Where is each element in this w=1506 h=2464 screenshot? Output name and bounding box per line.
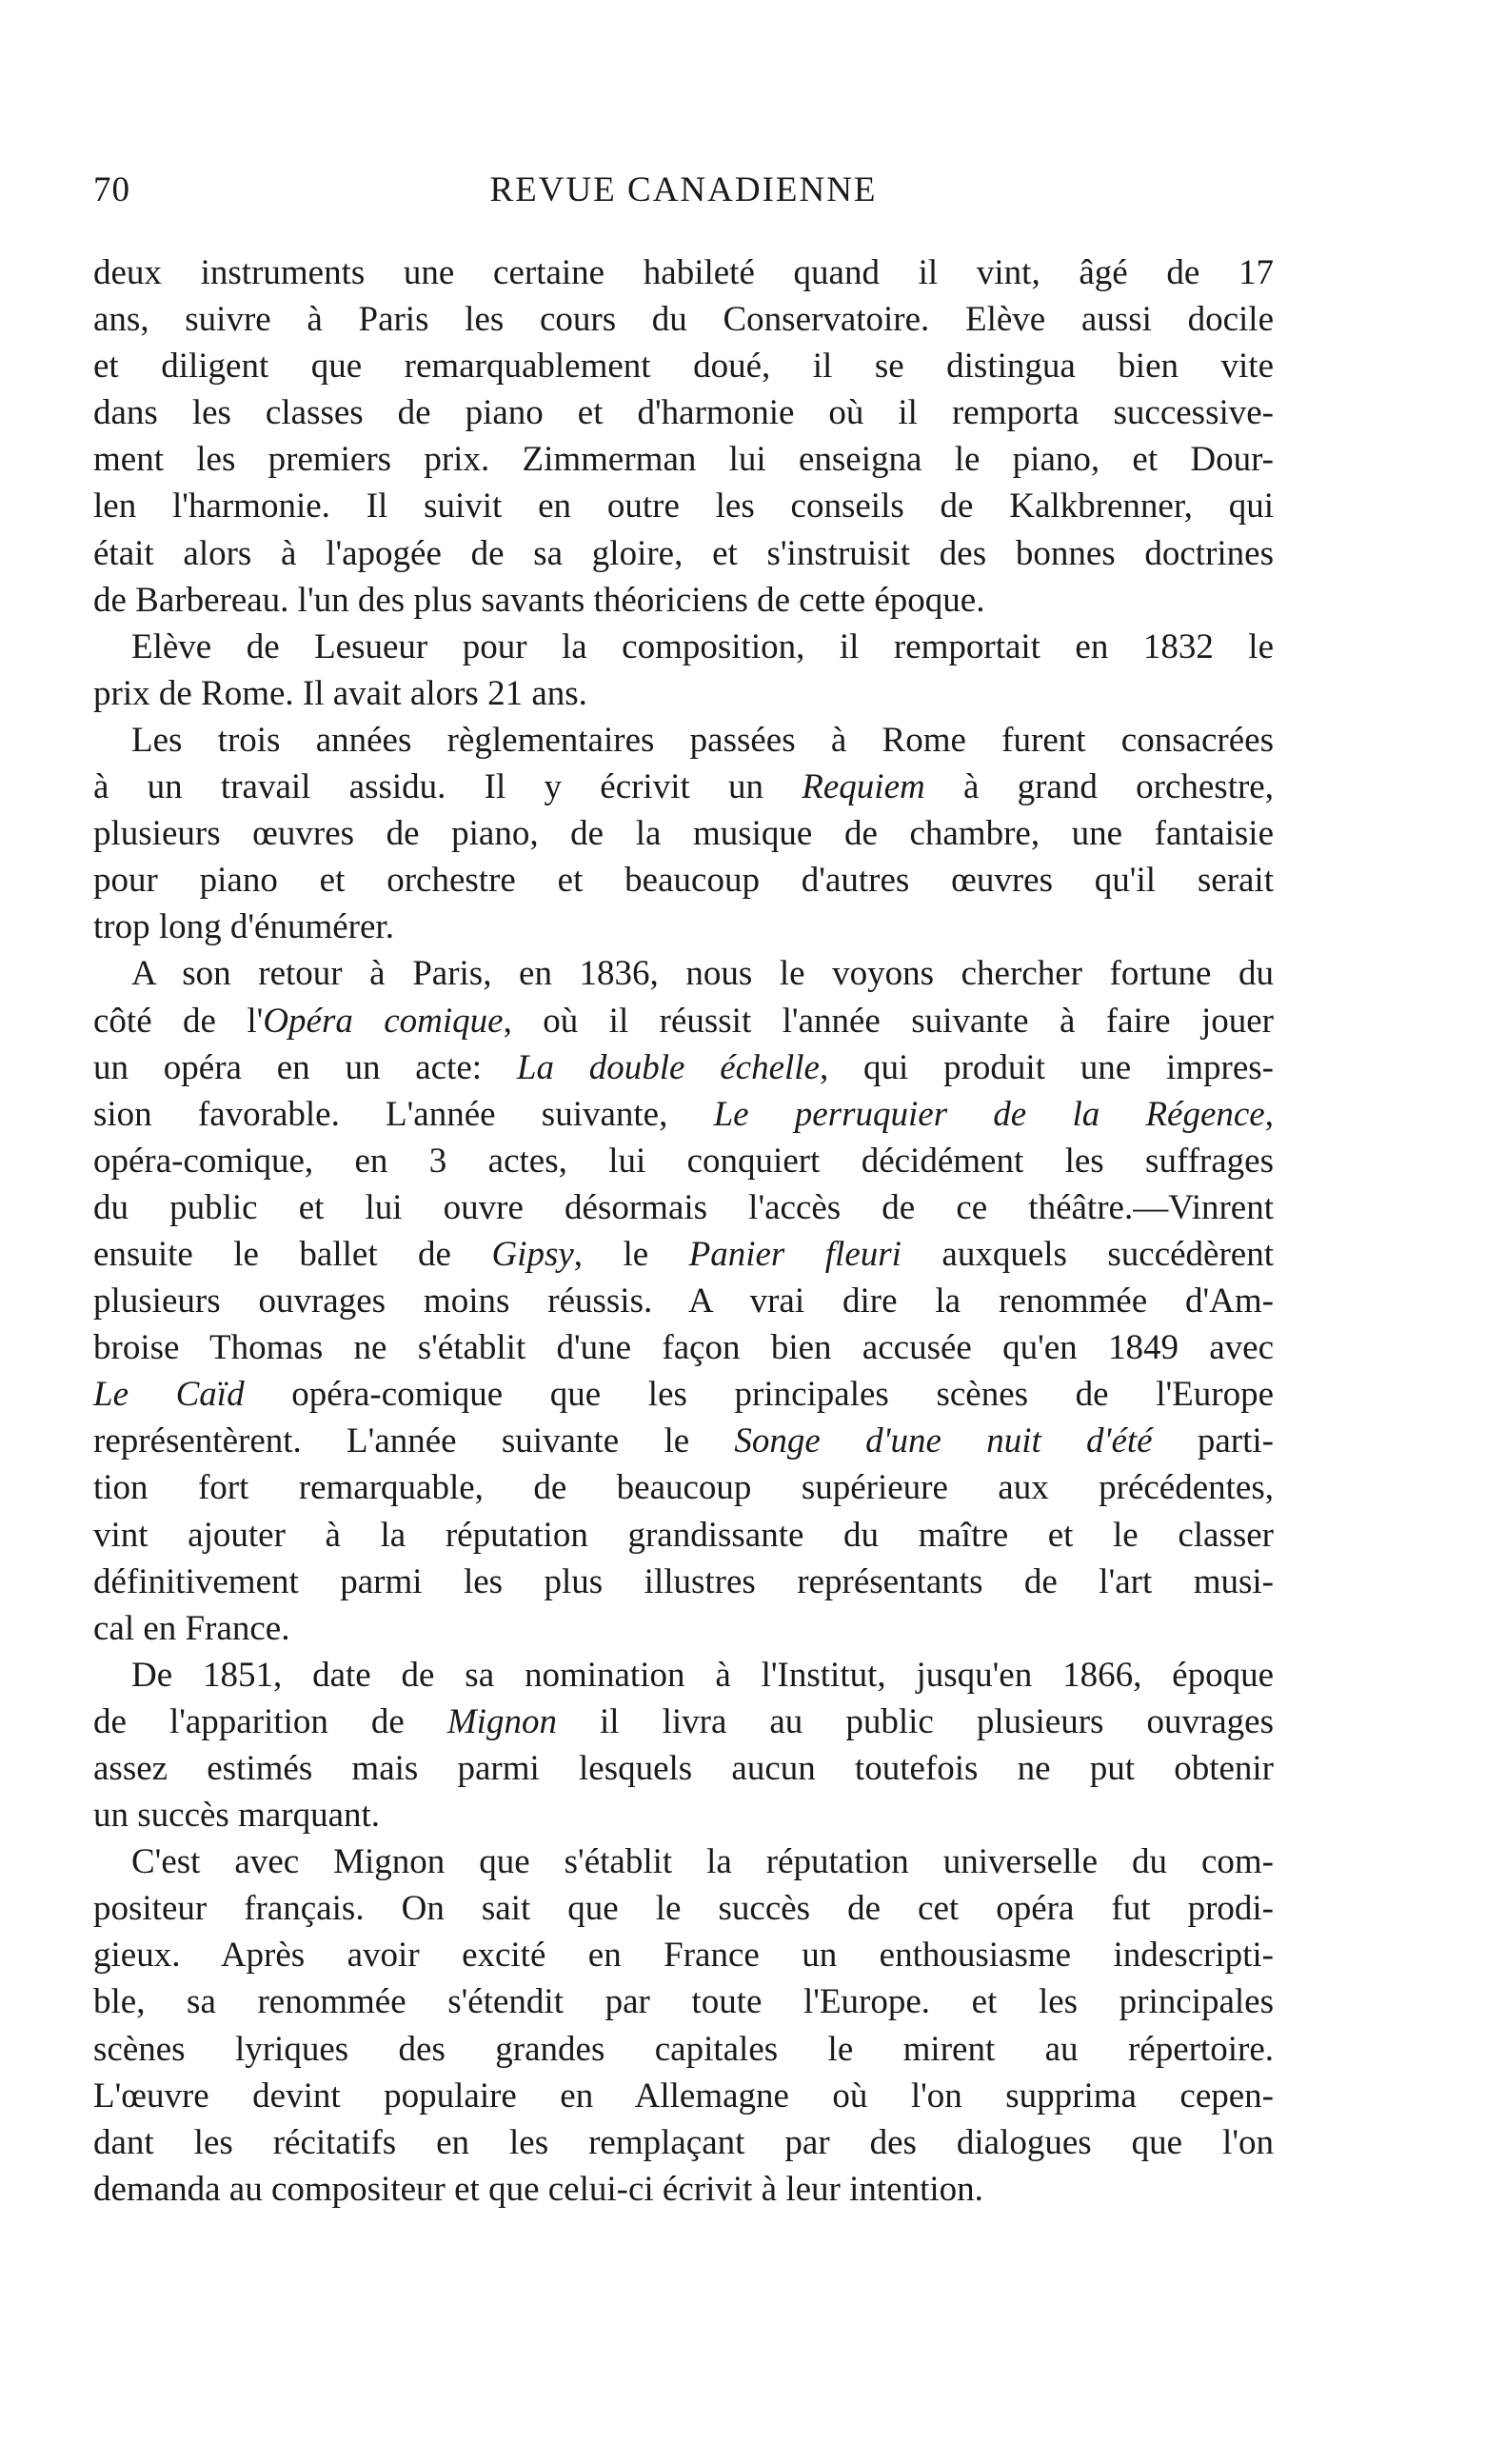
text-run: , <box>1264 1094 1274 1134</box>
text-run: à un travail assidu. Il y écrivit un <box>93 767 803 807</box>
text-run: représentèrent. L'année suivante le <box>93 1421 735 1461</box>
text-line: Elève de Lesueur pour la composition, il remportait en 1832 le <box>131 626 1274 666</box>
text-line: plusieurs ouvrages moins réussis. A vrai dire la renommée d'Am- <box>93 1282 1274 1321</box>
text-line <box>93 1231 1274 1278</box>
italic-title: Le perruquier de la Régence <box>713 1094 1265 1134</box>
text-run: parti- <box>1152 1421 1275 1461</box>
text-run: , qui produit une impres- <box>819 1047 1274 1087</box>
italic-title: Panier fleuri <box>688 1234 902 1274</box>
text-run: côté de l' <box>93 1001 264 1041</box>
text-line: dant les récitatifs en les remplaçant par des dialogues que l'on <box>93 2122 1274 2162</box>
text-run: , où il réussit l'année suivante à faire jouer <box>503 1001 1274 1041</box>
paragraph <box>93 249 1274 624</box>
text-line: deux instruments une certaine habileté quand il vint, âgé de 17 <box>93 253 1274 292</box>
text-line: broise Thomas ne s'établit d'une façon bien accusée qu'en 1849 avec <box>93 1328 1274 1368</box>
text-line: un succès marquant. <box>93 1796 381 1836</box>
text-line <box>93 1091 1274 1138</box>
text-run: ensuite le ballet de <box>93 1234 492 1274</box>
text-line: A son retour à Paris, en 1836, nous le voyons chercher fortune du <box>131 954 1274 994</box>
text-line: len l'harmonie. Il suivit en outre les conseils de Kalkbrenner, qui <box>93 487 1274 527</box>
text-line: pour piano et orchestre et beaucoup d'autres œuvres qu'il serait <box>93 861 1274 901</box>
paragraph <box>93 1652 1274 1838</box>
text-line: opéra-comique, en 3 actes, lui conquiert décidément les suffrages <box>93 1141 1274 1181</box>
text-run: de l'apparition de <box>93 1701 447 1741</box>
text-line: gieux. Après avoir excité en France un enthousiasme indescripti- <box>93 1936 1274 1976</box>
text-line <box>93 1044 1274 1091</box>
text-run: à grand orchestre, <box>924 767 1274 807</box>
text-run: il livra au public plusieurs ouvrages <box>556 1701 1275 1741</box>
italic-title: Le Caïd <box>93 1375 245 1415</box>
text-line: cal en France. <box>93 1608 290 1648</box>
text-run: auxquels succédèrent <box>901 1234 1274 1274</box>
paragraph <box>93 950 1274 1651</box>
paragraph <box>93 624 1274 717</box>
text-line: De 1851, date de sa nomination à l'Institut, jusqu'en 1866, époque <box>131 1655 1274 1695</box>
paragraph <box>93 717 1274 950</box>
text-line: vint ajouter à la réputation grandissante du maître et le classer <box>93 1515 1274 1555</box>
italic-title: La double échelle <box>516 1047 820 1087</box>
text-line: dans les classes de piano et d'harmonie où il remporta successive- <box>93 393 1274 433</box>
text-line <box>93 764 1274 810</box>
text-line: L'œuvre devint populaire en Allemagne où l'on supprima cepen- <box>93 2076 1274 2116</box>
text-line <box>93 1418 1274 1464</box>
body-text <box>93 249 1274 2213</box>
text-run: un opéra en un acte: <box>93 1047 517 1087</box>
text-line: assez estimés mais parmi lesquels aucun toutefois ne put obtenir <box>93 1749 1274 1788</box>
text-line: tion fort remarquable, de beaucoup supérieure aux précédentes, <box>93 1468 1274 1508</box>
text-line: scènes lyriques des grandes capitales le mirent au répertoire. <box>93 2029 1274 2069</box>
text-line: plusieurs œuvres de piano, de la musique de chambre, une fantaisie <box>93 814 1274 854</box>
text-line: positeur français. On sait que le succès de cet opéra fut prodi- <box>93 1889 1274 1929</box>
text-line: et diligent que remarquablement doué, il se distingua bien vite <box>93 347 1274 387</box>
text-line <box>93 1699 1274 1745</box>
text-line: demanda au compositeur et que celui-ci écrivit à leur intention. <box>93 2169 983 2209</box>
paragraph <box>93 1838 1274 2213</box>
text-line: définitivement parmi les plus illustres représentants de l'art musi- <box>93 1561 1274 1601</box>
running-head <box>93 169 1274 217</box>
page-number: 70 <box>93 170 130 209</box>
italic-title: Gipsy <box>491 1234 574 1274</box>
text-line: ment les premiers prix. Zimmerman lui enseigna le piano, et Dour- <box>93 440 1274 480</box>
italic-title: Songe d'une nuit d'été <box>734 1421 1153 1461</box>
text-line: ans, suivre à Paris les cours du Conservatoire. Elève aussi docile <box>93 300 1274 340</box>
text-run: , le <box>573 1234 689 1274</box>
text-line: prix de Rome. Il avait alors 21 ans. <box>93 673 587 713</box>
text-line <box>93 1371 1274 1418</box>
text-line: du public et lui ouvre désormais l'accès de ce théâtre.—Vinrent <box>93 1187 1274 1227</box>
text-run: opéra-comique que les principales scènes de l'Europe <box>244 1375 1274 1415</box>
text-line: C'est avec Mignon que s'établit la réputation universelle du com- <box>131 1842 1274 1882</box>
text-line: ble, sa renommée s'étendit par toute l'Europe. et les principales <box>93 1982 1274 2022</box>
text-line: était alors à l'apogée de sa gloire, et s'instruisit des bonnes doctrines <box>93 533 1274 573</box>
text-line: trop long d'énumérer. <box>93 907 394 947</box>
journal-title: REVUE CANADIENNE <box>489 170 878 209</box>
text-line: de Barbereau. l'un des plus savants théoriciens de cette époque. <box>93 580 985 620</box>
italic-title: Mignon <box>446 1701 557 1741</box>
italic-title: Opéra comique <box>263 1001 504 1041</box>
italic-title: Requiem <box>802 767 925 807</box>
text-run: sion favorable. L'année suivante, <box>93 1094 714 1134</box>
text-line: Les trois années règlementaires passées à Rome furent consacrées <box>131 720 1274 760</box>
text-line <box>93 998 1274 1044</box>
